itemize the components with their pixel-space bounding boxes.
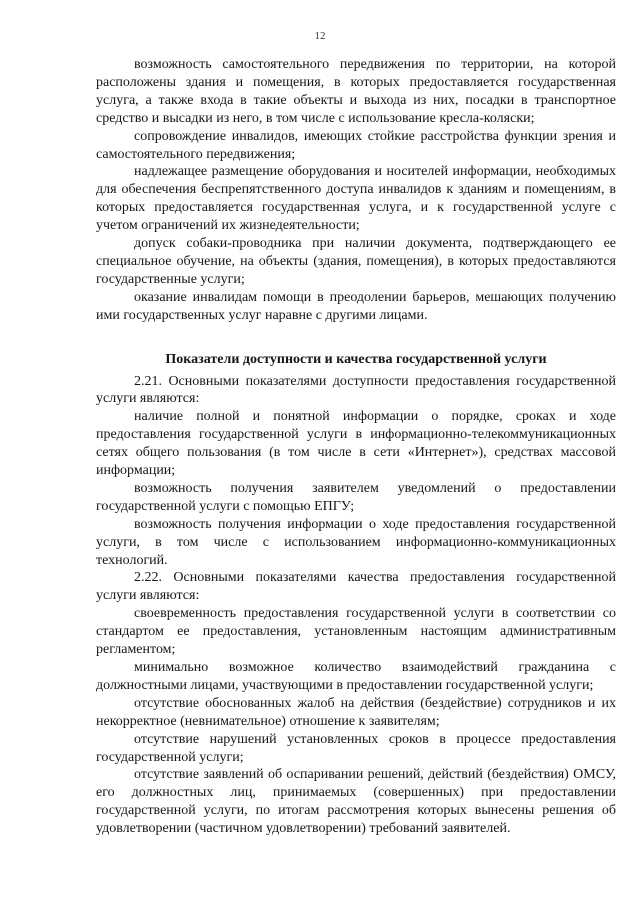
paragraph: 2.22. Основными показателями качества предоставления государственной услуги являются:	[96, 570, 616, 604]
paragraph: возможность самостоятельного передвижения по территории, на которой расположены здания и помещения, в которых предоставляется государственная услуга, а также входа в такие объекты и выхода из них, посадки в транспортное средство и высадки из него, в том числе с использование кресла-коляски;	[96, 57, 616, 126]
paragraph: наличие полной и понятной информации о порядке, сроках и ходе предоставления государственной услуги в информационно-телекоммуникационных сетях общего пользования (в том числе в сети «Интернет»), средствах массовой информации;	[96, 409, 616, 479]
paragraph: оказание инвалидам помощи в преодолении барьеров, мешающих получению ими государственных услуг наравне с другими лицами.	[96, 289, 616, 323]
paragraph: возможность получения заявителем уведомлений о предоставлении государственной услуги с помощью ЕПГУ;	[96, 480, 616, 514]
paragraph: 2.21. Основными показателями доступности предоставления государственной услуги являются:	[96, 373, 616, 407]
paragraph: отсутствие нарушений установленных сроков в процессе предоставления государственной услуги;	[96, 731, 616, 765]
page-number: 12	[314, 30, 326, 42]
paragraph: возможность получения информации о ходе предоставления государственной услуги, в том числе с использованием информационно-коммуникационных технологий.	[96, 516, 616, 568]
paragraph: отсутствие обоснованных жалоб на действия (бездействие) сотрудников и их некорректное (невнимательное) отношение к заявителям;	[96, 695, 616, 729]
section-heading: Показатели доступности и качества государственной услуги	[165, 351, 547, 367]
paragraph: минимально возможное количество взаимодействий гражданина с должностными лицами, участвующими в предоставлении государственной услуги;	[96, 660, 616, 693]
paragraph: допуск собаки-проводника при наличии документа, подтверждающего ее специальное обучение, на объекты (здания, помещения), в которых предоставляются государственные услуги;	[96, 236, 616, 287]
paragraph: отсутствие заявлений об оспаривании решений, действий (бездействия) ОМСУ, его должностных лиц, принимаемых (совершенных) при предоставлении государственной услуги, по итогам рассмотрения которых вынесены решения об удовлетворении (частичном удовлетворении) требований заявителей.	[96, 767, 616, 837]
document-body	[96, 56, 616, 838]
paragraph: надлежащее размещение оборудования и носителей информации, необходимых для обеспечения беспрепятственного доступа инвалидов к зданиям и помещениям, в которых предоставляется государственная услуга, и к государственной услуге с учетом ограничений их жизнедеятельности;	[96, 164, 616, 234]
paragraph: своевременность предоставления государственной услуги в соответствии со стандартом ее предоставления, установленным настоящим административным регламентом;	[96, 606, 616, 658]
paragraph: сопровождение инвалидов, имеющих стойкие расстройства функции зрения и самостоятельного передвижения;	[96, 128, 616, 162]
